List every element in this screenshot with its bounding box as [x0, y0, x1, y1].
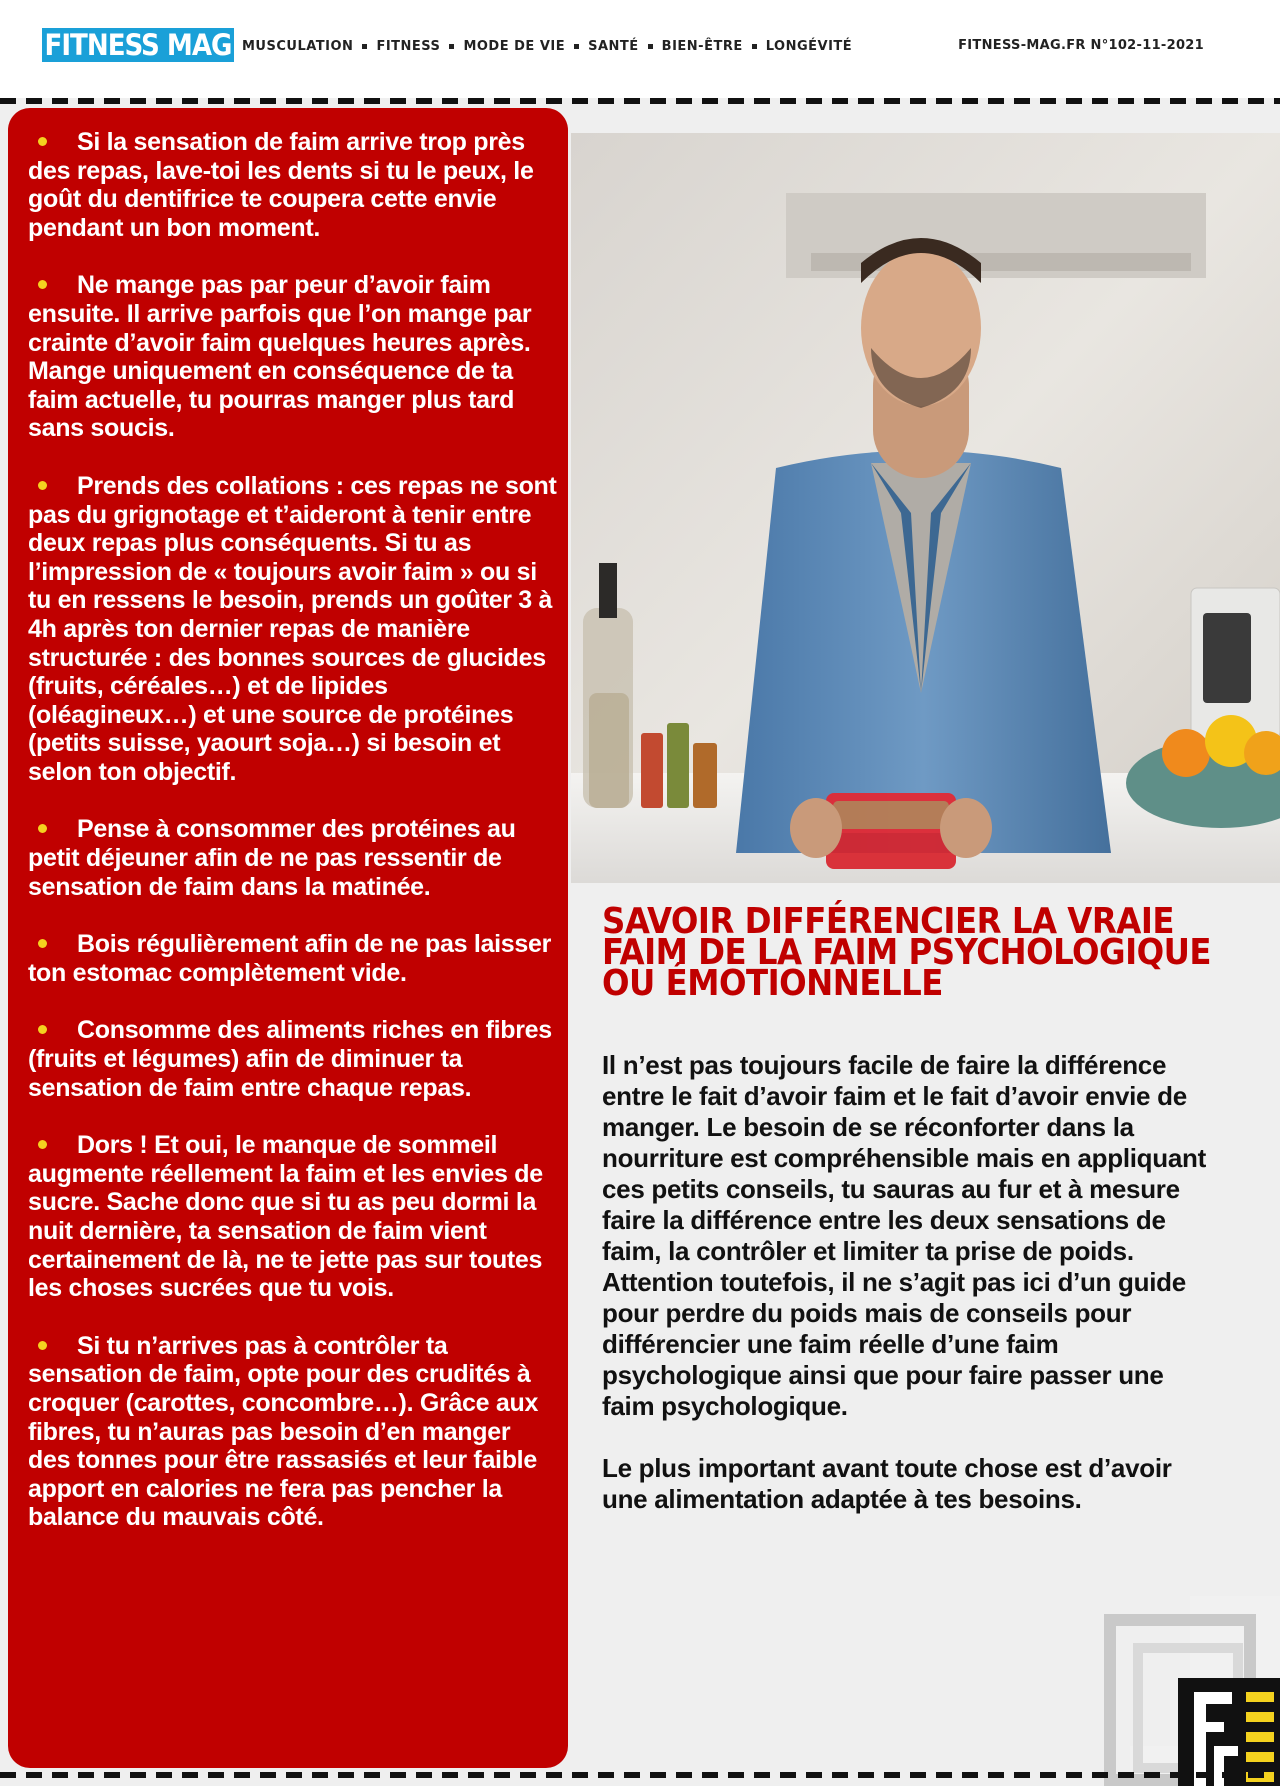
tip-item	[28, 271, 558, 443]
tip-text: Si la sensation de faim arrive trop près des repas, lave-toi les dents si tu le peux, le goût du dentifrice te coupera cette envie pendant un bon moment.	[28, 128, 534, 242]
nav-item-sante[interactable]: SANTÉ	[588, 38, 639, 54]
tip-text: Si tu n’arrives pas à contrôler ta sensation de faim, opte pour des crudités à croquer (carottes, concombre…). Grâce aux fibres, tu n’auras pas besoin d’en manger des tonnes pour être rassasiés et leur faible apport en calories ne fera pas pencher la balance du mauvais côté.	[28, 1331, 539, 1532]
nav-item-bien-etre[interactable]: BIEN-ÊTRE	[661, 38, 743, 54]
tip-item	[28, 472, 558, 787]
tip-text: Pense à consommer des protéines au petit déjeuner afin de ne pas ressentir de sensation de faim dans la matinée.	[28, 815, 516, 901]
tip-item	[28, 1332, 558, 1532]
man-holding-food-containers-photo	[571, 133, 1280, 883]
bullet-icon	[38, 1140, 47, 1149]
tip-text: Ne mange pas par peur d’avoir faim ensuite. Il arrive parfois que l’on mange par crainte d’avoir faim quelques heures après. Mange uniquement en conséquence de ta faim actuelle, tu pourras manger plus tard sans soucis.	[28, 271, 532, 443]
tip-text: Bois régulièrement afin de ne pas laisser ton estomac complètement vide.	[28, 930, 551, 987]
article-paragraph: Il n’est pas toujours facile de faire la différence entre le fait d’avoir faim et le fait d’avoir envie de manger. Le besoin de se réconforter dans la nourriture est compréhensible mais en appliquant ces petits conseils, tu sauras au fur et à mesure faire la différence entre les deux sensations de faim, la contrôler et limiter ta prise de poids. Attention toutefois, il ne s’agit pas ici d’un guide pour perdre du poids mais de conseils pour différencier une faim réelle d’une faim psychologique ainsi que pour faire passer une faim psychologique.	[602, 1050, 1206, 1421]
brand-logo[interactable]: FITNESS MAG	[42, 28, 234, 62]
tip-item	[28, 1131, 558, 1303]
tip-item	[28, 1016, 558, 1102]
nav-separator	[574, 44, 579, 49]
nav-item-longevite[interactable]: LONGÉVITÉ	[765, 38, 853, 54]
bullet-icon	[38, 939, 47, 948]
section-nav	[242, 36, 852, 56]
tip-item	[28, 128, 558, 242]
issue-number: FITNESS-MAG.FR N°102-11-2021	[958, 38, 1204, 53]
tip-item	[28, 930, 558, 987]
tip-text: Prends des collations : ces repas ne sont pas du grignotage et t’aideront à tenir entre deux repas plus conséquents. Si tu as l’impression de « toujours avoir faim » ou si tu en ressens le besoin, prends un goûter 3 à 4h après ton dernier repas de manière structurée : des bonnes sources de glucides (fruits, céréales…) et de lipides (oléagineux…) et une source de protéines (petits suisse, yaourt soja…) si besoin et selon ton objectif.	[28, 471, 557, 786]
nav-separator	[752, 44, 757, 49]
tip-item	[28, 815, 558, 901]
top-dashed-divider	[0, 98, 1280, 104]
article-paragraph: Le plus important avant toute chose est d’avoir une alimentation adaptée à tes besoins.	[602, 1453, 1172, 1514]
tips-list	[28, 128, 558, 1561]
nav-separator	[648, 44, 653, 49]
article-body	[602, 1050, 1222, 1546]
bullet-icon	[38, 137, 47, 146]
bullet-icon	[38, 1025, 47, 1034]
nav-item-fitness[interactable]: FITNESS	[376, 38, 441, 54]
tip-text: Dors ! Et oui, le manque de sommeil augmente réellement la faim et les envies de sucre. Sache donc que si tu as peu dormi la nuit dernière, ta sensation de faim vient certainement de là, ne te jette pas sur toutes les choses sucrées que tu vois.	[28, 1131, 543, 1303]
nav-separator	[362, 44, 367, 49]
nav-item-musculation[interactable]: MUSCULATION	[242, 38, 354, 54]
page-header	[0, 0, 1280, 98]
bullet-icon	[38, 280, 47, 289]
article-title: SAVOIR DIFFÉRENCIER LA VRAIE FAIM DE LA FAIM PSYCHOLOGIQUE OU ÉMOTIONNELLE	[602, 901, 1212, 1004]
nav-item-mode-de-vie[interactable]: MODE DE VIE	[463, 38, 566, 54]
bullet-icon	[38, 481, 47, 490]
nav-separator	[449, 44, 454, 49]
tips-panel	[8, 108, 568, 1768]
bullet-icon	[38, 824, 47, 833]
tip-text: Consomme des aliments riches en fibres (fruits et légumes) afin de diminuer ta sensation de faim entre chaque repas.	[28, 1016, 552, 1102]
bottom-dashed-divider	[0, 1772, 1280, 1778]
fitness-mag-monogram-icon	[1050, 1596, 1280, 1786]
bullet-icon	[38, 1341, 47, 1350]
